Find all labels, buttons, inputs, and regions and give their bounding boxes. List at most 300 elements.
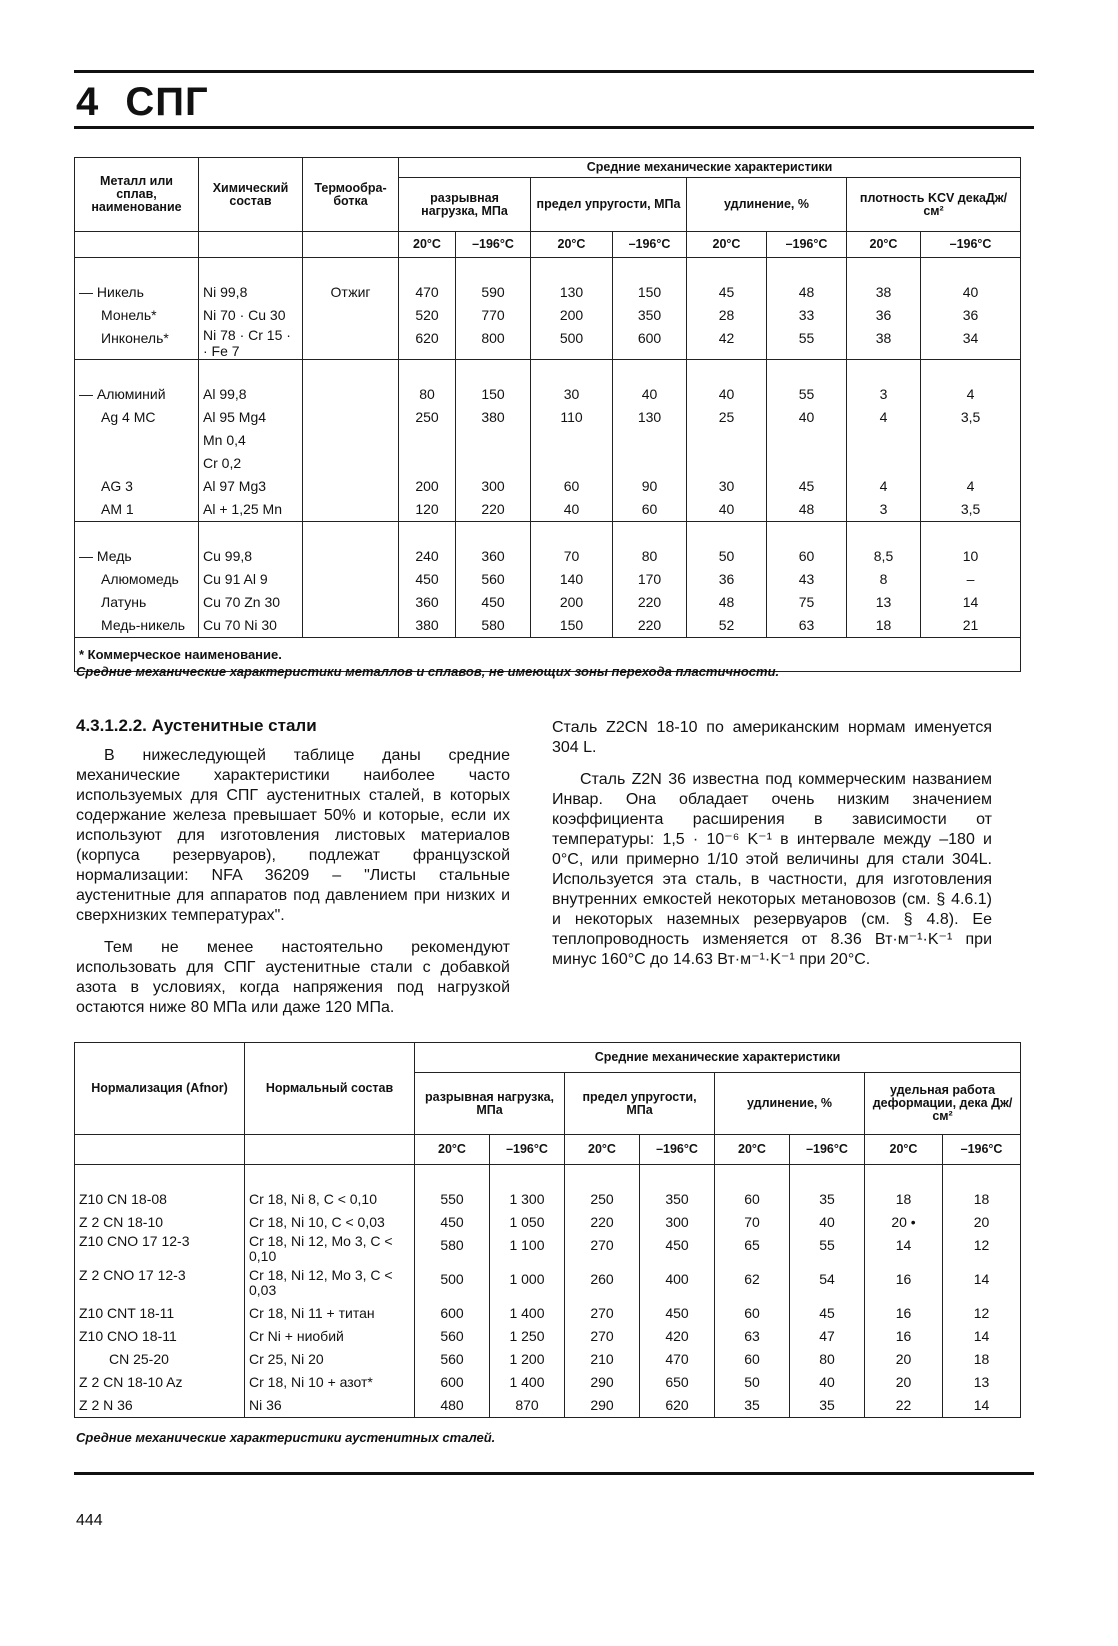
value: 450 [665,1237,689,1253]
value: 120 [415,501,439,517]
value: 47 [819,1328,835,1344]
metal-name: Монель* [101,307,157,323]
value: 600 [440,1374,464,1390]
value: 200 [415,478,439,494]
steel-composition: Cr 18, Ni 11 + титан [249,1305,375,1321]
value-cell [921,360,1021,522]
value: 54 [819,1271,835,1287]
value: 470 [415,284,439,300]
temp-20: 20°С [415,1135,490,1165]
temp-196: –196°С [613,232,687,258]
value-cell [531,360,613,522]
value-cell [847,258,921,360]
col-head-chem: Химический состав [199,158,303,232]
right-paragraph-1: Сталь Z2CN 18-10 по американским нормам именуется 304 L. [552,719,992,756]
value: 220 [637,617,662,633]
gap-spacer [851,522,916,545]
value: 55 [798,386,815,402]
value: 70 [563,548,580,564]
value-cell [531,522,613,638]
value: 36 [718,571,735,587]
value: 1 050 [509,1214,545,1230]
value-cell [399,522,456,638]
steel-norm: Z 2 CN 18-10 [79,1214,164,1230]
value: 1 400 [509,1305,545,1321]
steel-data-row [75,1165,1021,1418]
gap-spacer [925,258,1016,281]
value: 55 [819,1237,835,1253]
gap-spacer [403,522,451,545]
value: 4 [966,478,975,494]
value: 480 [440,1397,464,1413]
value: 290 [590,1374,614,1390]
value-cell [790,1165,865,1418]
top-rule [74,70,1034,73]
value [691,429,762,452]
value: 50 [744,1374,760,1390]
heat-treatment: Отжиг [330,284,371,300]
chem-line: Ni 78 · Cr 15 · [203,327,291,343]
value: 620 [665,1397,689,1413]
value: 80 [641,548,658,564]
temp-196: –196°С [456,232,531,258]
value-cell [490,1165,565,1418]
gap-spacer [419,1165,485,1188]
value: 560 [440,1328,464,1344]
gap-spacer [460,258,526,281]
value-cell [613,360,687,522]
col-head-kcv: плотность KCV декаДж/см² [847,178,1021,232]
value-cell [687,258,767,360]
value: 75 [798,594,815,610]
value: 20 [973,1214,990,1230]
value: 50 [718,548,735,564]
chem-line: Ni 70 · Cu 30 [203,307,286,323]
value: 220 [637,594,662,610]
value [535,429,608,452]
gap-spacer [79,360,194,383]
value: 13 [875,594,892,610]
value: 60 [641,501,658,517]
value: 55 [798,330,815,346]
metal-name: Алюмомедь [101,571,179,587]
value: 34 [962,330,979,346]
metal-name: — Медь [79,548,132,564]
value: 150 [637,284,662,300]
value-cell [456,522,531,638]
value: 14 [962,594,979,610]
value: 380 [415,617,439,633]
value: 290 [590,1397,614,1413]
steel-norm: CN 25-20 [109,1351,169,1367]
heat-treatment [307,545,394,568]
value: 45 [798,478,815,494]
value: 38 [875,284,892,300]
value: 1 250 [509,1328,545,1344]
metal-name: Медь-никель [101,617,186,633]
chem-cell [199,258,303,360]
value: 8 [879,571,888,587]
col-head-metal: Металл или сплав, наименование [75,158,199,232]
value: 48 [798,284,815,300]
gap-spacer [307,360,394,383]
value: 40 [718,386,735,402]
col-head-yield: предел упругости, МПа [531,178,687,232]
value: 70 [744,1214,760,1230]
value: 35 [819,1191,835,1207]
gap-spacer [249,1165,410,1188]
value: 80 [819,1351,835,1367]
steel-norm: Z 2 CNO 17 12-3 [79,1267,186,1283]
chem-line: Al 95 Mg4 [203,409,267,425]
value: 28 [718,307,735,323]
value: 500 [440,1271,464,1287]
value: 450 [440,1214,464,1230]
temp-20: 20°С [565,1135,640,1165]
table1-footnote: * Коммерческое наименование. [75,638,1021,672]
value: 60 [563,478,580,494]
steel-composition: Ni 36 [249,1397,282,1413]
value: 130 [637,409,662,425]
metal-name [79,452,194,475]
value: 18 [895,1191,912,1207]
temp-196: –196°С [767,232,847,258]
col-head-elong: удлинение, % [715,1073,865,1135]
chem-line: Cu 91 Al 9 [203,571,268,587]
value: 560 [481,571,505,587]
gap-spacer [771,522,842,545]
value: 200 [559,594,584,610]
value: 400 [665,1271,689,1287]
value-cell [921,258,1021,360]
value: 450 [665,1305,689,1321]
chem-line: Cu 99,8 [203,548,253,564]
gap-spacer [535,360,608,383]
value: 40 [563,501,580,517]
steel-composition: Cr 18, Ni 8, C < 0,10 [249,1191,378,1207]
value: 770 [481,307,505,323]
value: 4 [966,386,975,402]
temp-196: –196°С [490,1135,565,1165]
chem-line: Cr 0,2 [203,455,242,471]
col-head-tensile: разрывная нагрузка, МПа [415,1073,565,1135]
gap-spacer [794,1165,860,1188]
steel-composition: Cr 18, Ni 12, Mo 3, C < 0,03 [249,1267,393,1298]
value: 48 [798,501,815,517]
temp-196: –196°С [790,1135,865,1165]
value: 43 [798,571,815,587]
col-head-heat: Термообра-ботка [303,158,399,232]
value: 270 [590,1328,614,1344]
gap-spacer [869,1165,938,1188]
value: 40 [819,1214,835,1230]
value: 22 [895,1397,912,1413]
value: 110 [560,409,583,425]
norm-cell [75,1165,245,1418]
value: 1 000 [509,1271,545,1287]
value [691,452,762,475]
gap-spacer [925,522,1016,545]
material-group-row [75,258,1021,360]
value: – [966,571,975,587]
value-cell [687,522,767,638]
value: 1 300 [509,1191,545,1207]
value [403,429,451,452]
value: 250 [590,1191,614,1207]
value: 52 [718,617,735,633]
value: 350 [665,1191,689,1207]
col-head-tensile: разрывная нагрузка, МПа [399,178,531,232]
gap-spacer [925,360,1016,383]
value: 90 [641,478,658,494]
value-cell [767,360,847,522]
steel-norm: Z 2 CN 18-10 Az [79,1374,183,1390]
gap-spacer [851,258,916,281]
value: 170 [637,571,662,587]
col-head-norm: Нормализация (Afnor) [75,1043,245,1135]
page-number: 444 [76,1512,103,1529]
value: 420 [665,1328,689,1344]
value: 30 [718,478,735,494]
left-column [76,716,510,1030]
col-head-comp: Нормальный состав [245,1043,415,1135]
value: 360 [481,548,505,564]
value [851,452,916,475]
value: 30 [563,386,580,402]
metal-names-cell [75,522,199,638]
value: 550 [440,1191,464,1207]
value: 590 [481,284,505,300]
value: 560 [440,1351,464,1367]
col-head-group: Средние механические характеристики [415,1043,1021,1073]
value: 240 [415,548,439,564]
right-paragraph-2: Сталь Z2N 36 известна под коммерческим названием Инвар. Она обладает очень низким значением коэффициента расширения в зависимости от температуры: 1,5 · 10⁻⁶ K⁻¹ в интервале между –180 и 0°С, или примерно 1/10 этой величины для стали 304L. Используется эта сталь, в частности, для изготовления внутренних емкостей некоторых метановозов (см. § 4.6.1) и некоторых наземных резервуаров (см. § 4.8). Ее теплопроводность изменяется от 8.36 Вт·м⁻¹·K⁻¹ при минус 160°С до 14.63 Вт·м⁻¹·K⁻¹ при 20°С. [552,771,992,968]
value: 40 [819,1374,835,1390]
metal-name [79,429,194,452]
value: 220 [481,501,505,517]
value: 270 [590,1305,614,1321]
value: 40 [798,409,815,425]
value [925,452,1016,475]
value: 130 [559,284,584,300]
chem-line: · Fe 7 [203,343,240,359]
header-rule [74,126,1034,129]
gap-spacer [203,522,298,545]
gap-spacer [460,360,526,383]
value: 48 [718,594,735,610]
value: 350 [637,307,662,323]
gap-spacer [771,360,842,383]
value: 60 [744,1191,760,1207]
metal-name: Инконель* [101,330,169,346]
gap-spacer [79,1165,240,1188]
chapter-heading [76,80,209,125]
value [925,429,1016,452]
chem-line: Ni 99,8 [203,284,248,300]
gap-spacer [403,258,451,281]
value: 3,5 [960,501,981,517]
metal-name: AM 1 [101,501,134,517]
value: 650 [665,1374,689,1390]
value: 14 [973,1328,990,1344]
value: 12 [973,1237,990,1253]
value: 60 [744,1351,760,1367]
value: 45 [718,284,735,300]
gap-spacer [617,360,682,383]
gap-spacer [851,360,916,383]
value: 40 [718,501,735,517]
value: 260 [590,1271,614,1287]
value: 3 [879,386,888,402]
value: 42 [718,330,735,346]
value-cell [456,360,531,522]
gap-spacer [691,522,762,545]
value: 600 [440,1305,464,1321]
metal-name: — Никель [79,284,144,300]
value: 520 [415,307,439,323]
steel-norm: Z 2 N 36 [79,1397,133,1413]
heat-cell [303,360,399,522]
chapter-title: СПГ [125,80,209,124]
value: 18 [973,1351,990,1367]
value-cell [531,258,613,360]
value-cell [456,258,531,360]
metal-names-cell [75,360,199,522]
metals-table [74,157,1021,672]
temp-196: –196°С [943,1135,1021,1165]
value: 470 [665,1351,689,1367]
col-head-work: удельная работа деформации, дека Дж/см² [865,1073,1021,1135]
value: 35 [744,1397,760,1413]
value-cell [415,1165,490,1418]
value [403,452,451,475]
value: 220 [590,1214,614,1230]
heat-treatment [307,383,394,406]
gap-spacer [569,1165,635,1188]
table1-caption: Средние механические характеристики металлов и сплавов, не имеющих зоны перехода пластичности. [76,664,780,679]
value: 150 [559,617,584,633]
value: 620 [415,330,439,346]
chem-line: Al 99,8 [203,386,247,402]
chem-line: Cu 70 Ni 30 [203,617,277,633]
value: 300 [665,1214,689,1230]
value: 600 [637,330,662,346]
value: 210 [590,1351,614,1367]
value: 4 [879,409,888,425]
value-cell [565,1165,640,1418]
gap-spacer [79,522,194,545]
chem-cell [199,360,303,522]
value: 8,5 [873,548,894,564]
gap-spacer [403,360,451,383]
value: 450 [415,571,439,587]
steel-composition: Cr Ni + ниобий [249,1328,344,1344]
temp-20: 20°С [715,1135,790,1165]
chapter-number: 4 [76,80,100,124]
value: 450 [481,594,505,610]
metal-name: — Алюминий [79,386,166,402]
value: 1 100 [509,1237,545,1253]
temp-196: –196°С [921,232,1021,258]
value: 16 [895,1271,912,1287]
steel-composition: Cr 25, Ni 20 [249,1351,324,1367]
value: 150 [481,386,505,402]
metal-name: Латунь [101,594,147,610]
gap-spacer [617,258,682,281]
value: 12 [973,1305,990,1321]
value-cell [640,1165,715,1418]
gap-spacer [535,258,608,281]
gap-spacer [203,258,298,281]
steel-composition: Cr 18, Ni 10 + азот* [249,1374,373,1390]
value: 80 [419,386,435,402]
value: 20 • [891,1214,916,1230]
value: 63 [798,617,815,633]
value: 10 [962,548,979,564]
value: 60 [798,548,815,564]
gap-spacer [307,258,394,281]
gap-spacer [617,522,682,545]
value: 270 [590,1237,614,1253]
col-head-group: Средние механические характеристики [399,158,1021,178]
value: 20 [895,1351,912,1367]
value: 60 [744,1305,760,1321]
value: 4 [879,478,888,494]
gap-spacer [947,1165,1016,1188]
value: 3 [879,501,888,517]
value-cell [943,1165,1021,1418]
value: 14 [973,1271,990,1287]
value: 35 [819,1397,835,1413]
chem-line: Cu 70 Zn 30 [203,594,281,610]
value: 200 [559,307,584,323]
metal-name: Ag 4 MC [101,409,156,425]
value: 45 [819,1305,835,1321]
value: 380 [481,409,505,425]
value-cell [767,522,847,638]
table2-caption: Средние механические характеристики аустенитных сталей. [76,1430,496,1445]
value-cell [921,522,1021,638]
value: 360 [415,594,439,610]
value: 16 [895,1328,912,1344]
value: 1 400 [509,1374,545,1390]
gap-spacer [771,258,842,281]
value: 14 [973,1397,990,1413]
value: 580 [481,617,505,633]
value-cell [613,258,687,360]
value-cell [399,360,456,522]
value: 36 [962,307,979,323]
steels-table [74,1042,1021,1418]
section-heading: 4.3.1.2.2. Аустенитные стали [76,716,317,735]
value [771,452,842,475]
steel-composition: Cr 18, Ni 10, C < 0,03 [249,1214,385,1230]
gap-spacer [719,1165,785,1188]
value: 800 [481,330,505,346]
chem-cell [199,522,303,638]
value [460,452,526,475]
value-cell [847,522,921,638]
value-cell [865,1165,943,1418]
comp-cell [245,1165,415,1418]
value: 870 [515,1397,539,1413]
heat-cell [303,522,399,638]
gap-spacer [691,258,762,281]
heat-cell [303,258,399,360]
value: 140 [559,571,584,587]
gap-spacer [644,1165,710,1188]
temp-196: –196°С [640,1135,715,1165]
